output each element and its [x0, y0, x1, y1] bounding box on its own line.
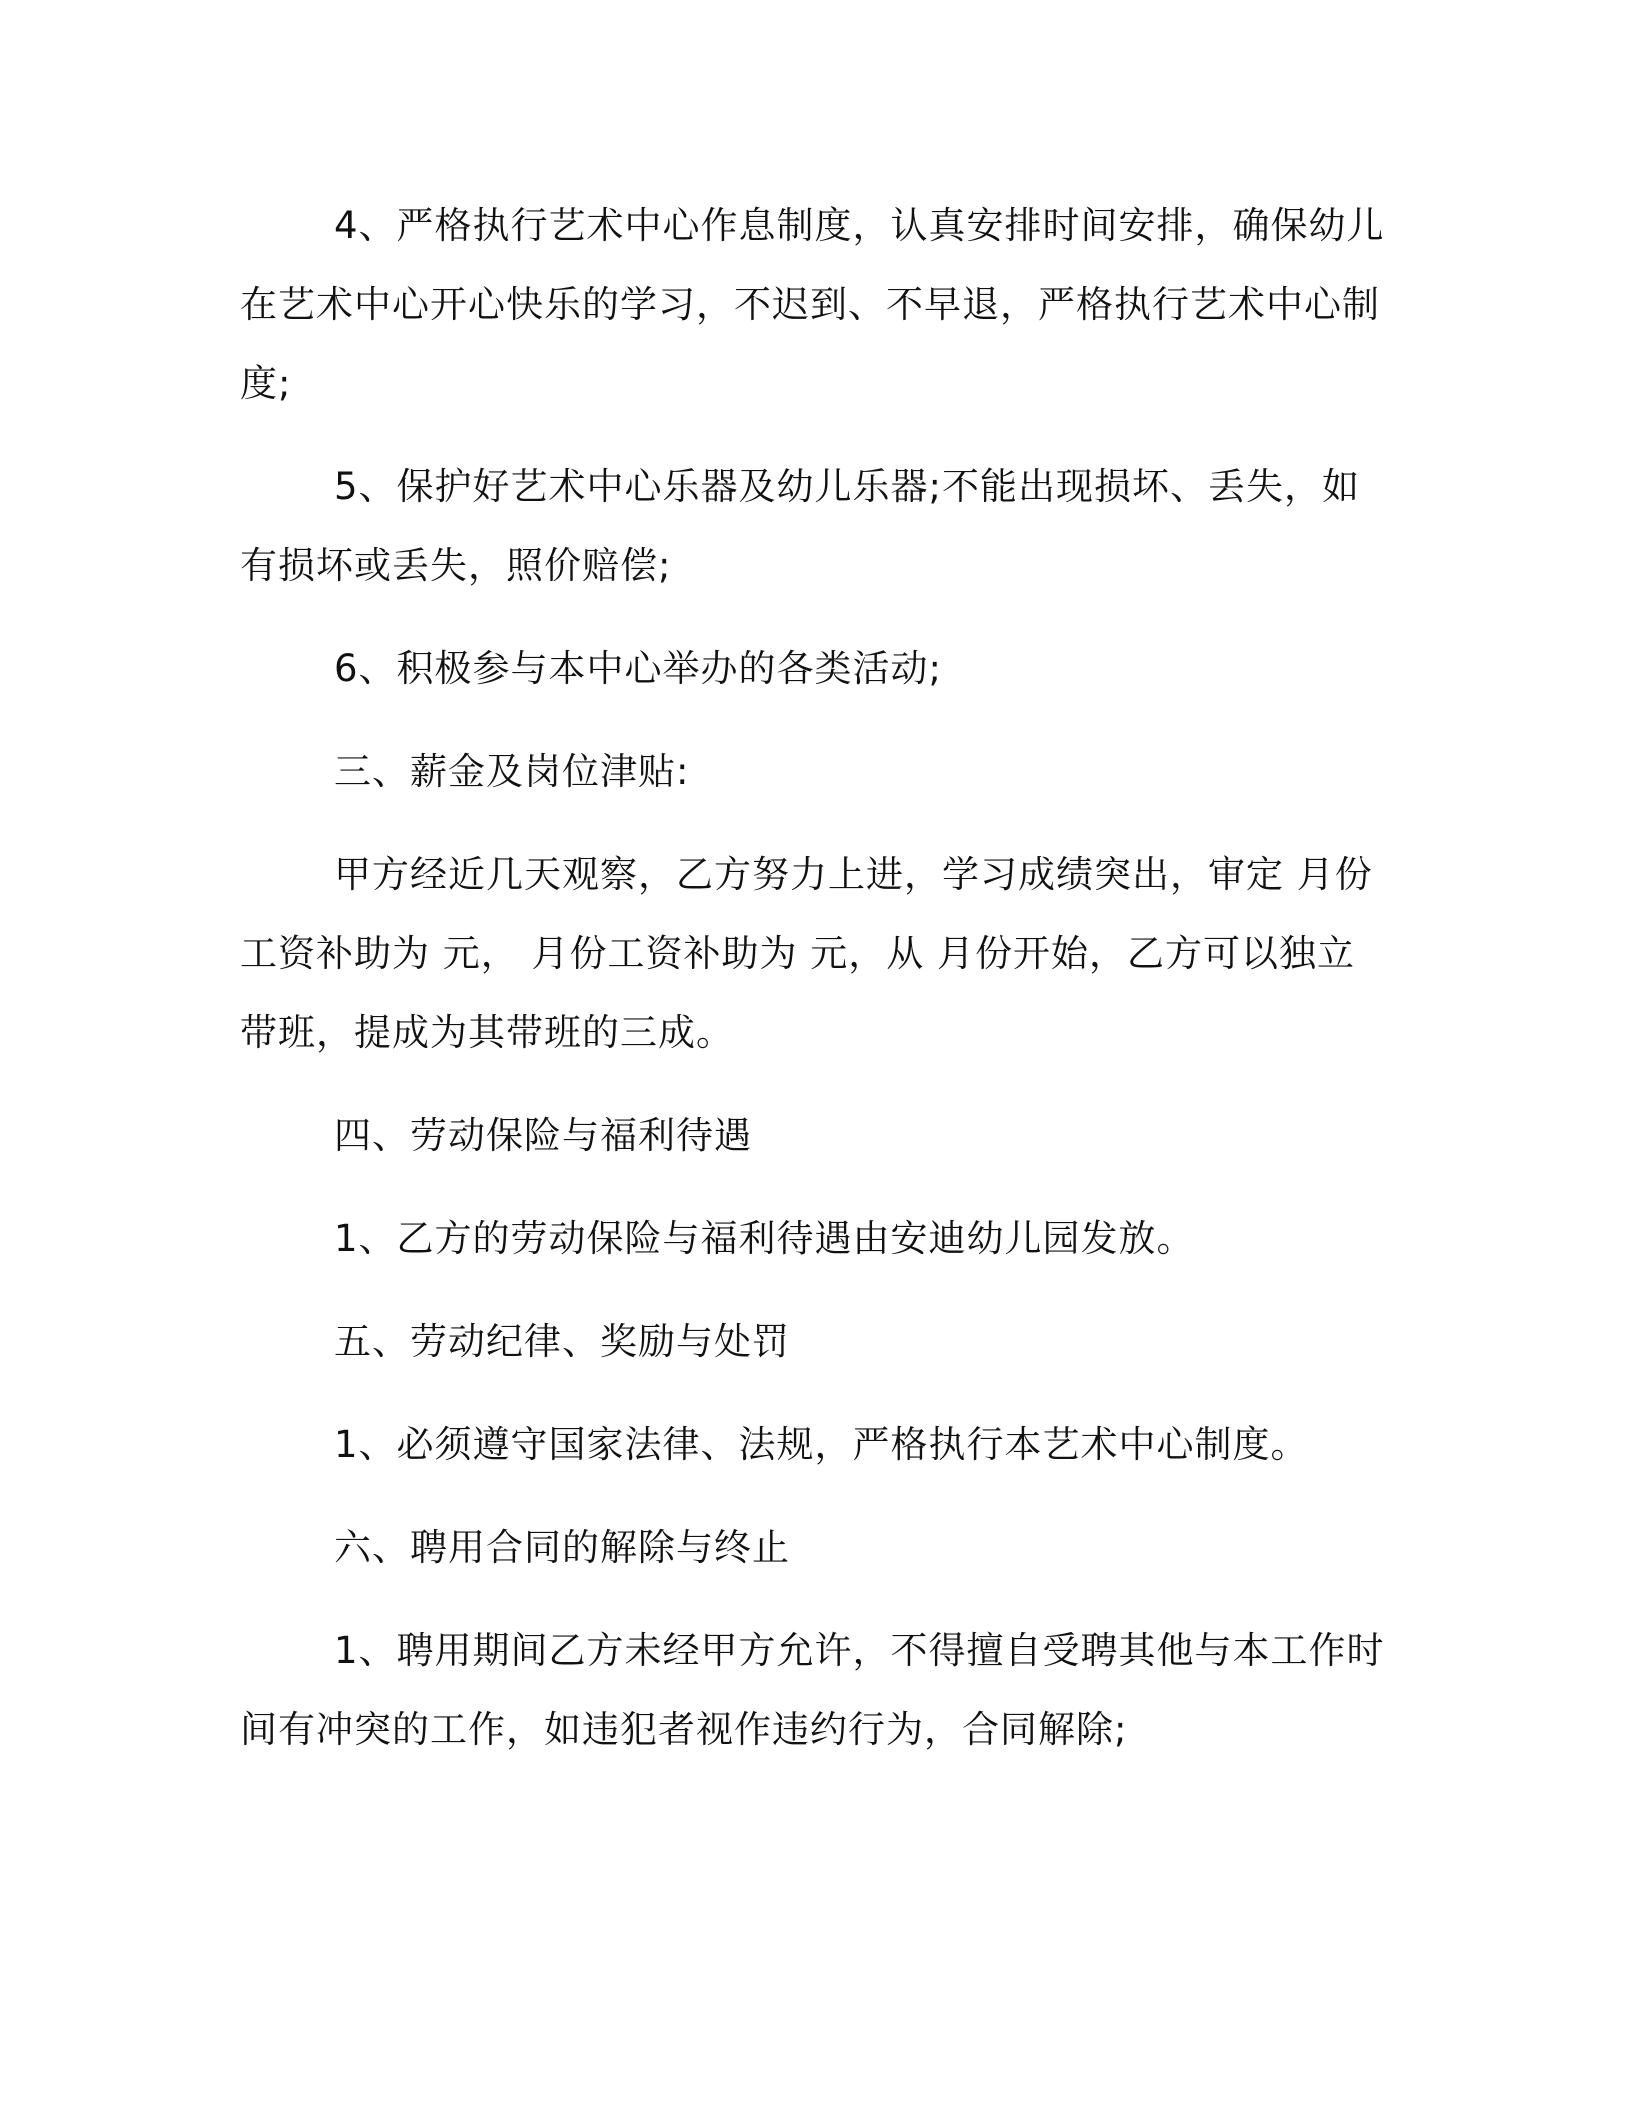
paragraph-salary-details: 甲方经近几天观察，乙方努力上进，学习成绩突出，审定 月份工资补助为 元， 月份工资补助为 元，从 月份开始，乙方可以独立带班，提成为其带班的三成。: [240, 853, 1373, 1054]
document-body: [240, 186, 1390, 1769]
paragraph-clause-6: 6、积极参与本中心举办的各类活动;: [334, 647, 943, 690]
paragraph-clause-5: 5、保护好艺术中心乐器及幼儿乐器;不能出现损坏、丢失，如有损坏或丢失，照价赔偿;: [240, 465, 1361, 587]
section-heading-salary: 三、薪金及岗位津贴:: [334, 750, 690, 793]
section-heading-insurance: 四、劳动保险与福利待遇: [334, 1114, 752, 1157]
section-heading-termination: 六、聘用合同的解除与终止: [334, 1526, 790, 1569]
paragraph-termination-1: 1、聘用期间乙方未经甲方允许，不得擅自受聘其他与本工作时间有冲突的工作，如违犯者视作违约行为，合同解除;: [240, 1629, 1385, 1751]
paragraph-insurance-1: 1、乙方的劳动保险与福利待遇由安迪幼儿园发放。: [334, 1217, 1195, 1260]
section-heading-discipline: 五、劳动纪律、奖励与处罚: [334, 1320, 790, 1363]
paragraph-discipline-1: 1、必须遵守国家法律、法规，严格执行本艺术中心制度。: [334, 1423, 1309, 1466]
paragraph-clause-4: 4、严格执行艺术中心作息制度，认真安排时间安排，确保幼儿在艺术中心开心快乐的学习，不迟到、不早退，严格执行艺术中心制度;: [240, 204, 1385, 405]
